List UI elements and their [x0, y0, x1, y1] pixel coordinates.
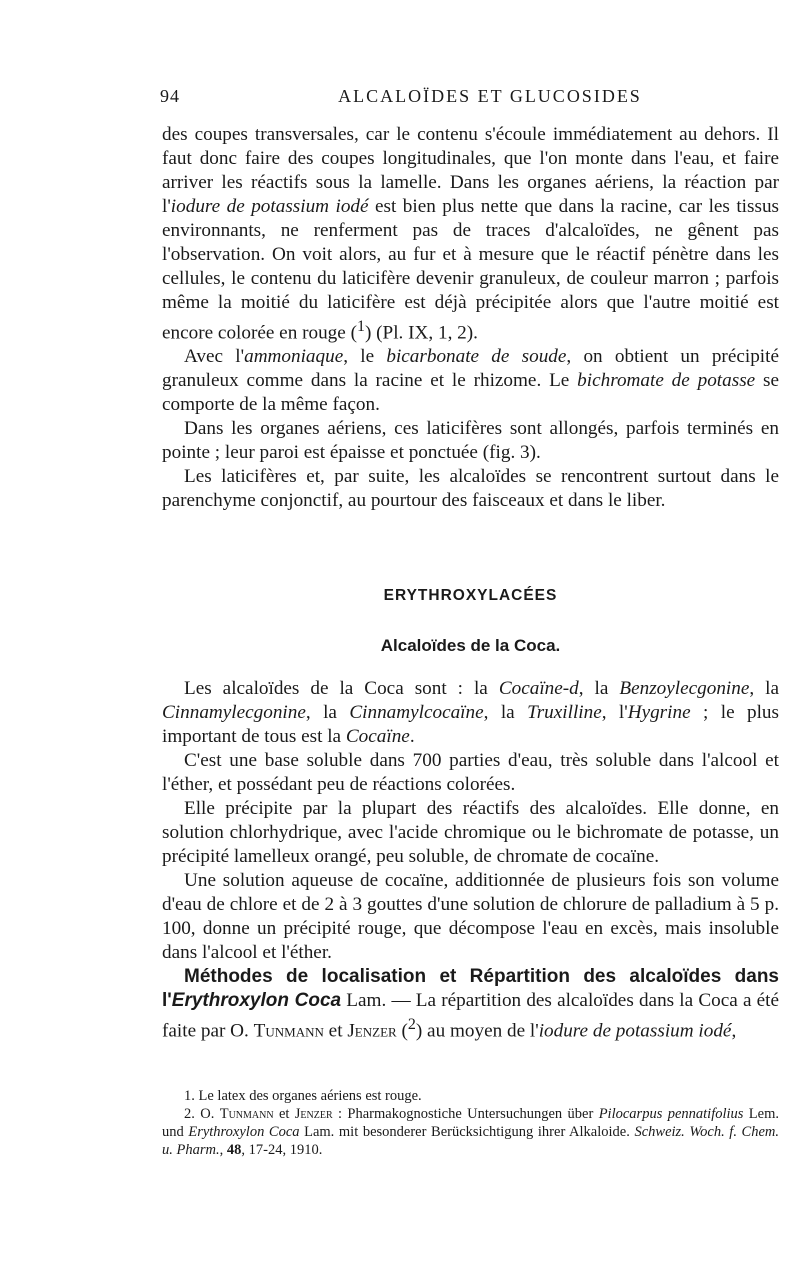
paragraph: C'est une base soluble dans 700 parties d'eau, très soluble dans l'alcool et l'éther, et possédant peu de réactions colorées. [162, 750, 779, 795]
body-text-coca [162, 677, 779, 1043]
body-text-top [162, 123, 779, 513]
running-head [160, 86, 780, 116]
running-title: ALCALOÏDES ET GLUCOSIDES [338, 86, 642, 106]
footnote-2: 2. O. Tunmann et Jenzer : Pharmakognostiche Untersuchungen über Pilocarpus pennatifolius Lem. und Erythroxylon Coca Lam. mit besonderer Berücksichtigung ihrer Alkaloide. Schweiz. Woch. f. Chem. u. Pharm., 48, 17-24, 1910. [162, 1106, 780, 1158]
paragraph: des coupes transversales, car le contenu s'écoule immédiatement au dehors. Il faut donc faire des coupes longitudinales, que l'on monte dans l'eau, et faire arriver les réactifs sous la lamelle. Dans les organes aériens, la réaction par l'iodure de potassium iodé est bien plus nette que dans la racine, car les tissus environnants, ne renferment pas de traces d'alcaloïdes, ne gênent pas l'observation. On voit alors, au fur et à mesure que le réactif pénètre dans les cellules, le contenu du laticifère devenir granuleux, de couleur marron ; parfois même la moitié du laticifère est déjà précipitée alors que l'autre moitié est encore colorée en rouge ($^1$) (Pl. IX, 1, 2). [162, 124, 780, 344]
paragraph: Méthodes de localisation et Répartition des alcaloïdes dans l'Erythroxylon Coca Lam. — La répartition des alcaloïdes dans la Coca a été faite par O. Tunmann et Jenzer ($^2$) au moyen de l'iodure de potassium iodé, [162, 966, 779, 1042]
section-subheading: Alcaloïdes de la Coca. [380, 636, 561, 655]
paragraph: Les laticifères et, par suite, les alcaloïdes se rencontrent surtout dans le parenchyme conjonctif, au pourtour des faisceaux et dans le liber. [162, 466, 779, 512]
footnotes [162, 1087, 779, 1159]
paragraph: Avec l'ammoniaque, le bicarbonate de soude, on obtient un précipité granuleux comme dans la racine et le rhizome. Le bichromate de potasse se comporte de la même façon. [162, 346, 779, 416]
footnote-ref: 1 [356, 318, 365, 335]
footnote-1: 1. Le latex des organes aériens est rouge. [184, 1088, 422, 1104]
paragraph: Les alcaloïdes de la Coca sont : la Cocaïne-d, la Benzoylecgonine, la Cinnamylecgonine, la Cinnamylcocaïne, la Truxilline, l'Hygrine ; le plus important de tous est la Cocaïne. [162, 678, 779, 747]
section-heading: ERYTHROXYLACÉES [383, 587, 558, 604]
paragraph: Dans les organes aériens, ces laticifères sont allongés, parfois terminés en pointe ; leur paroi est épaisse et ponctuée (fig. 3). [162, 418, 779, 464]
footnote-ref: 2 [407, 1016, 416, 1033]
method-heading: Méthodes de localisation et Répartition des alcaloïdes dans l'Erythroxylon Coca [162, 966, 779, 1011]
paragraph: Elle précipite par la plupart des réactifs des alcaloïdes. Elle donne, en solution chlorhydrique, avec l'acide chromique ou le bichromate de potasse, un précipité lamelleux orangé, peu soluble, de chromate de cocaïne. [162, 798, 779, 867]
page-number: 94 [160, 86, 180, 106]
paragraph: Une solution aqueuse de cocaïne, additionnée de plusieurs fois son volume d'eau de chlore et de 2 à 3 gouttes d'une solution de chlorure de palladium à 5 p. 100, donne un précipité rouge, que décompose l'eau en excès, mais insoluble dans l'alcool et l'éther. [162, 870, 779, 963]
